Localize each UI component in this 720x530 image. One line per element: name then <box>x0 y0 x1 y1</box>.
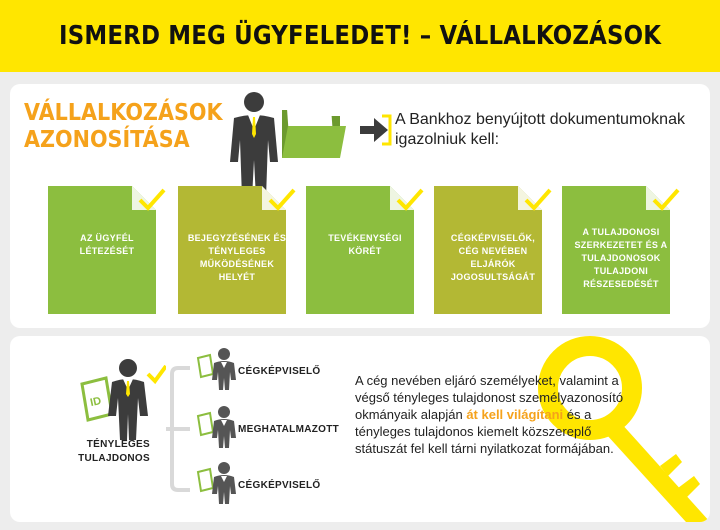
svg-text:ID: ID <box>89 395 103 410</box>
representative-item <box>194 460 394 504</box>
arrow-right-icon <box>358 114 392 146</box>
document-card <box>434 186 552 314</box>
person-id-icon <box>194 346 238 390</box>
document-label: CÉGKÉPVISELŐK, CÉG NEVÉBEN ELJÁRÓK JOGOSULTSÁGÁT <box>450 233 536 282</box>
folder-icon <box>280 102 348 162</box>
businessman-icon <box>226 90 282 200</box>
document-label: AZ ÜGYFÉL LÉTEZÉSÉT <box>79 233 135 256</box>
beneficial-owner-icon <box>76 356 166 440</box>
section-title <box>24 100 223 154</box>
checkmark-icon <box>148 366 166 381</box>
section-title-line2: AZONOSÍTÁSA <box>24 127 190 153</box>
document-label: TEVÉKENYSÉGI KÖRÉT <box>328 233 402 256</box>
description-highlight: át kell világítani <box>466 407 564 422</box>
document-label: BEJEGYZÉSÉNEK ÉS TÉNYLEGES MŰKÖDÉSÉNEK HELYÉT <box>187 233 287 282</box>
header-banner <box>0 0 720 72</box>
representative-label: CÉGKÉPVISELŐ <box>238 480 321 491</box>
owner-label-line2: TULAJDONOS <box>78 453 150 464</box>
connector-bracket <box>166 364 194 494</box>
owner-label <box>10 438 150 466</box>
person-id-icon <box>194 460 238 504</box>
person-id-icon <box>194 404 238 448</box>
document-card <box>178 186 296 314</box>
document-card <box>306 186 424 314</box>
intro-text: A Bankhoz benyújtott dokumentumoknak igazolniuk kell: <box>395 111 685 148</box>
representative-label: CÉGKÉPVISELŐ <box>238 366 321 377</box>
document-card <box>562 186 680 314</box>
owner-label-line1: TÉNYLEGES <box>86 439 150 450</box>
description-part1: A cég nevében eljáró személyeket, valamint a végső tényleges tulajdonost személyazonosító okmányaik alapján <box>355 373 624 422</box>
representative-label: MEGHATALMAZOTT <box>238 424 340 435</box>
identification-panel <box>10 84 710 328</box>
description-text <box>355 372 645 457</box>
document-card <box>48 186 166 314</box>
page-title: ISMERD MEG ÜGYFELEDET! – VÁLLALKOZÁSOK <box>58 21 662 51</box>
beneficial-owner-panel <box>10 336 710 522</box>
section-title-line1: VÁLLALKOZÁSOK <box>24 100 223 126</box>
description-part2: és a tényleges tulajdonos kiemelt közszereplő státuszát fel kell tárni nyilatkozat formájában. <box>355 407 614 456</box>
document-label: A TULAJDONOSI SZERKEZETET ÉS A TULAJDONOSOK TULAJDONI RÉSZESEDÉSÉT <box>574 227 668 289</box>
